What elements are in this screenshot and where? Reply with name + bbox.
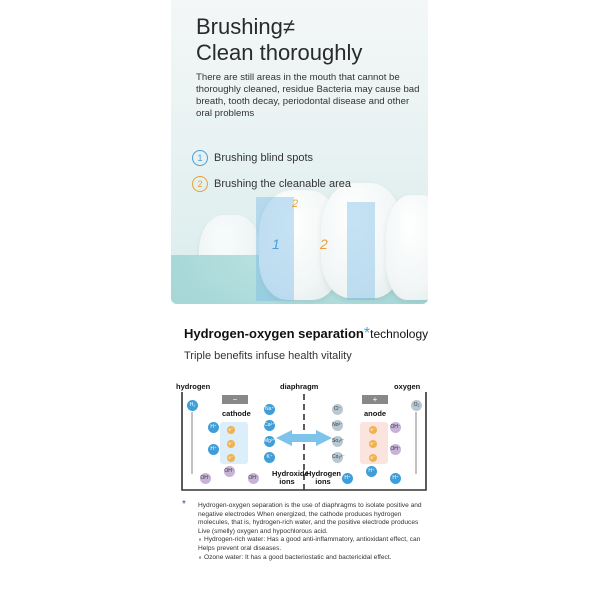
hydroxide-ions-label: Hydroxide ions — [272, 469, 309, 486]
ion: Cl⁻ — [332, 404, 343, 415]
ion: Co₃²⁻ — [332, 452, 343, 463]
hero-description: There are still areas in the mouth that cannot be thoroughly cleaned, residue Bacteria may cause bad breath, tooth decay, periodontal disease and other oral problems — [196, 72, 420, 119]
hero-title-line1: Brushing≠ — [196, 14, 295, 39]
section-heading — [184, 325, 428, 343]
footnotes — [182, 499, 424, 562]
legend-item-blind-spots — [192, 150, 313, 166]
blind-spot-highlight — [347, 202, 375, 300]
hydroxide-ion: OH⁻ — [248, 473, 259, 484]
oxygen-molecule: O₂ — [411, 400, 422, 411]
tooth-image — [386, 195, 428, 300]
hydroxide-ion: OH⁻ — [224, 466, 235, 477]
legend-item-cleanable-area — [192, 176, 351, 192]
asterisk-icon: * — [182, 499, 186, 510]
section-subheading: Triple benefits infuse health vitality — [184, 350, 352, 362]
anode-label: anode — [364, 409, 387, 418]
heading-suffix: technology — [370, 327, 429, 341]
hero-title-line2: Clean thoroughly — [196, 40, 363, 65]
hydrogen-ion: H⁺ — [390, 473, 401, 484]
legend-label: Brushing blind spots — [214, 152, 314, 164]
ion: K⁺ — [264, 452, 275, 463]
hero-title — [196, 14, 362, 66]
hydroxide-ion: OH⁻ — [390, 422, 401, 433]
ion: Mg²⁺ — [264, 436, 275, 447]
tooth-marker-1: 1 — [272, 236, 280, 252]
hydrogen-ion: H⁺ — [342, 473, 353, 484]
cathode-label: cathode — [222, 409, 251, 418]
electron: e⁻ — [370, 455, 376, 460]
hydrogen-ion: H⁺ — [208, 444, 219, 455]
hydrogen-ion: H⁺ — [208, 422, 219, 433]
hydrogen-ions-label: Hydrogen ions — [306, 469, 342, 486]
ion: Ca²⁺ — [264, 420, 275, 431]
hydrogen-ion: H⁺ — [366, 466, 377, 477]
number-2-icon: 2 — [192, 176, 208, 192]
exchange-arrow-icon — [276, 430, 332, 446]
electron: e⁻ — [370, 441, 376, 446]
legend-label: Brushing the cleanable area — [214, 178, 351, 190]
asterisk-icon: * — [363, 325, 371, 342]
footnote-bullet: ∘ Hydrogen-rich water: Has a good anti-inflammatory, antioxidant effect, can Helps prevent oral diseases. — [198, 536, 421, 552]
diaphragm-label: diaphragm — [280, 382, 319, 391]
heading-text: Hydrogen-oxygen separation — [184, 326, 364, 341]
footnote-intro: Hydrogen-oxygen separation is the use of diaphragms to isolate positive and negative electrodes When energized, the cathode produces hydrogen molecules, that is, hydrogen-rich water, and the positive electrode produces Live (smelly) oxygen and hypochlorous acid. — [198, 502, 422, 535]
ion: No³⁻ — [332, 420, 343, 431]
electrolysis-diagram — [176, 378, 432, 500]
hydrogen-molecule: H₂ — [187, 400, 198, 411]
electron: e⁻ — [370, 427, 376, 432]
cathode-sign: − — [222, 395, 248, 404]
electron: e⁻ — [228, 441, 234, 446]
ion: Na⁺ — [264, 404, 275, 415]
ion: So₄²⁻ — [332, 436, 343, 447]
oxygen-label: oxygen — [394, 382, 421, 391]
hydrogen-label: hydrogen — [176, 382, 211, 391]
electron: e⁻ — [228, 455, 234, 460]
tooth-marker-2: 2 — [320, 236, 328, 252]
hydroxide-ion: OH⁻ — [200, 473, 211, 484]
tooth-marker-2-top: 2 — [292, 198, 299, 210]
electron: e⁻ — [228, 427, 234, 432]
number-1-icon: 1 — [192, 150, 208, 166]
anode-sign: + — [362, 395, 388, 404]
hydroxide-ion: OH⁻ — [390, 444, 401, 455]
footnote-bullet: ∘ Ozone water: It has a good bacteriostatic and bactericidal effect. — [198, 553, 392, 561]
